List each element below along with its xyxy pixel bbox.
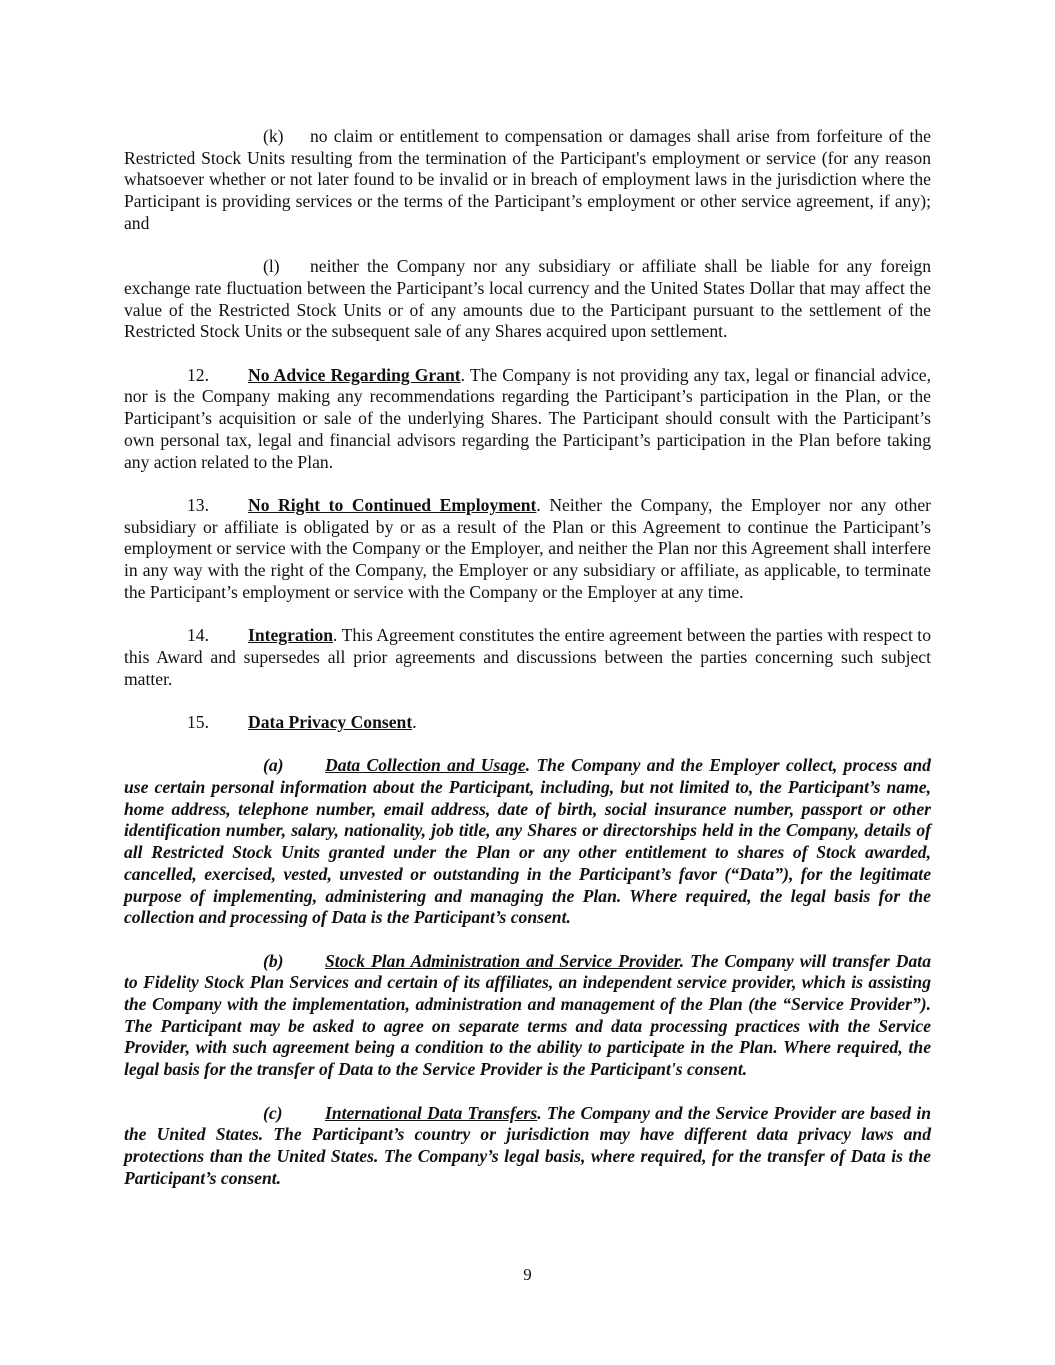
clause-l-text: neither the Company nor any subsidiary or affiliate shall be liable for any foreign exchange rate fluctuation between the Participant’s local currency and the United States Dollar that may affect the value of the Restricted Stock Units or of any amounts due to the Participant pursuant to the settlement of the Restricted Stock Units or the subsequent sale of any Shares acquired upon settlement. bbox=[124, 256, 931, 342]
section-12-heading: No Advice Regarding Grant bbox=[248, 364, 461, 385]
section-14-heading: Integration bbox=[248, 625, 334, 646]
item-b-label: (b) bbox=[263, 950, 284, 971]
section-12-period: . bbox=[460, 364, 466, 385]
section-14-text: This Agreement constitutes the entire agreement between the parties with respect to this Award and supersedes all prior agreements and discussions between the parties concerning such subject matter. bbox=[124, 625, 931, 689]
section-15-heading: Data Privacy Consent bbox=[248, 711, 413, 732]
clause-l bbox=[124, 256, 931, 343]
section-13-period: . bbox=[536, 494, 541, 515]
item-a-label: (a) bbox=[263, 755, 284, 776]
item-a-heading: Data Collection and Usage bbox=[325, 755, 526, 776]
section-15-number: 15. bbox=[187, 711, 209, 732]
item-c-heading: International Data Transfers bbox=[325, 1102, 538, 1123]
section-13-heading: No Right to Continued Employment bbox=[248, 494, 537, 515]
clause-k-text: no claim or entitlement to compensation or damages shall arise from forfeiture of the Restricted Stock Units resulting from the termination of the Participant's employment or service (for any reason whatsoever whether or not later found to be invalid or in breach of employment laws in the jurisdiction where the Participant is providing services or the terms of the Participant’s employment or other service agreement, if any); and bbox=[124, 126, 931, 233]
section-13-number: 13. bbox=[187, 494, 209, 515]
section-14-period: . bbox=[333, 625, 338, 646]
item-b-text: . The Company will transfer Data to Fidelity Stock Plan Services and certain of its affiliates, an independent service provider, which is assisting the Company with the implementation, administration and management of the Plan (the “Service Provider”). The Participant may be asked to agree on separate terms and data processing practices with the Service Provider, with such agreement being a condition to the ability to participate in the Plan. Where required, the legal basis for the transfer of Data to the Service Provider is the Participant's consent. bbox=[124, 950, 931, 1080]
item-c-text: . The Company and the Service Provider are based in the United States. The Participant’s country or jurisdiction may have different data privacy laws and protections than the United States. The Company’s legal basis, where required, for the transfer of Data is the Participant’s consent. bbox=[124, 1102, 932, 1188]
item-a-text: . The Company and the Employer collect, process and use certain personal information about the Participant, including, but not limited to, the Participant’s name, home address, telephone number, email address, date of birth, social insurance number, passport or other identification number, salary, nationality, job title, any Shares or directorships held in the Company, details of all Restricted Stock Units granted under the Plan or any other entitlement to shares of Stock awarded, cancelled, exercised, vested, unvested or outstanding in the Participant’s favor (“Data”), for the legitimate purpose of implementing, administering and managing the Plan. Where required, the legal basis for the collection and processing of Data is the Participant’s consent. bbox=[124, 755, 931, 928]
section-15 bbox=[124, 712, 931, 734]
clause-l-label: (l) bbox=[263, 256, 280, 277]
section-14 bbox=[124, 625, 931, 690]
section-12-text: The Company is not providing any tax, legal or financial advice, nor is the Company making any recommendations regarding the Participant’s participation in the Plan, or the Participant’s acquisition or sale of the underlying Shares. The Participant should consult with the Participant’s own personal tax, legal and financial advisors regarding the Participant’s participation in the Plan before taking any action related to the Plan. bbox=[124, 364, 931, 472]
item-b-heading: Stock Plan Administration and Service Provider bbox=[325, 950, 680, 971]
section-13-text: Neither the Company, the Employer nor any other subsidiary or affiliate is obligated by or as a result of the Plan or this Agreement to continue the Participant’s employment or service with the Company or the Employer, and neither the Plan nor this Agreement shall interfere in any way with the right of the Company, the Employer or any subsidiary or affiliate, as applicable, to terminate the Participant’s employment or service with the Company or the Employer at any time. bbox=[124, 494, 931, 602]
item-b bbox=[124, 951, 931, 1081]
section-12 bbox=[124, 365, 931, 474]
section-13 bbox=[124, 495, 931, 604]
clause-k bbox=[124, 126, 931, 235]
page-number: 9 bbox=[523, 1265, 532, 1284]
section-14-number: 14. bbox=[187, 625, 209, 646]
clause-k-label: (k) bbox=[263, 126, 284, 146]
document-body bbox=[124, 126, 931, 1189]
item-c-label: (c) bbox=[263, 1102, 283, 1123]
item-a bbox=[124, 755, 931, 929]
section-12-number: 12. bbox=[187, 364, 209, 385]
section-15-period: . bbox=[412, 711, 417, 732]
item-c bbox=[124, 1103, 931, 1190]
